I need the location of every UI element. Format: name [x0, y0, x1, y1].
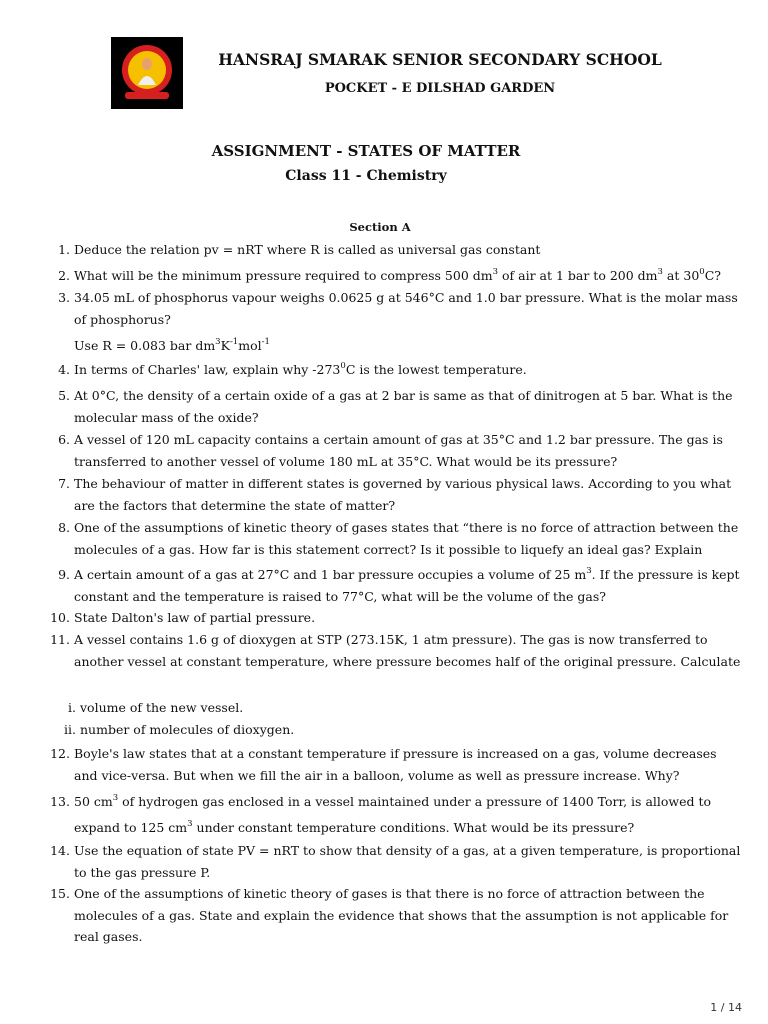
- question-text: Deduce the relation pv = nRT where R is called as universal gas constant: [74, 242, 541, 257]
- question-text: The behaviour of matter in different states is governed by various physical laws. According to you what are the factors that determine the state of matter?: [74, 476, 732, 513]
- question-9: 9. A certain amount of a gas at 27°C and 1 bar pressure occupies a volume of 25 $m^3$. If the pressure is kept constant and the temperature is raised to 77°C, what will be the volume of the gas?: [74, 564, 744, 607]
- question-number: 15.: [50, 886, 70, 901]
- question-number: 8.: [58, 520, 70, 535]
- question-text: One of the assumptions of kinetic theory of gases is that there is no force of attraction between the molecules of a gas. State and explain the evidence that shows that the assumption is not applicable for real gases.: [74, 886, 729, 944]
- question-7: [58, 473, 744, 516]
- question-number: 3.: [58, 290, 70, 305]
- question-number: 7.: [58, 476, 70, 491]
- question-text: A vessel of 120 mL capacity contains a certain amount of gas at 35°C and 1.2 bar pressure. The gas is transferred to another vessel of volume 180 mL at 35°C. What would be its pressure?: [74, 432, 723, 469]
- question-14: [50, 840, 744, 883]
- question-number: 11.: [50, 632, 70, 647]
- question-text: A vessel contains 1.6 g of dioxygen at STP (273.15K, 1 atm pressure). The gas is now transferred to another vessel at constant temperature, where pressure becomes half of the original pressure. Calculate: [74, 632, 741, 669]
- sub-item-i: i. volume of the new vessel.: [68, 700, 244, 715]
- question-number: 14.: [50, 843, 70, 858]
- question-2: 2. What will be the minimum pressure required to compress 500 $dm^3$ of air at 1 bar to 200 $dm^3$ at $30^0C$?: [74, 265, 744, 287]
- sub-item-ii: ii. number of molecules of dioxygen.: [64, 722, 295, 737]
- question-text: One of the assumptions of kinetic theory of gases states that “there is no force of attraction between the molecules of a gas. How far is this statement correct? Is it possible to liquefy an ideal gas? Explain: [74, 520, 739, 557]
- question-text: At 0°C, the density of a certain oxide of a gas at 2 bar is same as that of dinitrogen at 5 bar. What is the molecular mass of the oxide?: [74, 388, 733, 425]
- question-number: 2.: [58, 268, 70, 283]
- question-number: 4.: [58, 362, 70, 377]
- question-number: 12.: [50, 746, 70, 761]
- question-text: Use the equation of state PV = nRT to show that density of a gas, at a given temperature, is proportional to the gas pressure P.: [74, 843, 741, 880]
- question-6: [58, 429, 744, 472]
- section-heading: Section A: [349, 220, 411, 234]
- question-13: 13. 50 $cm^3$ of hydrogen gas enclosed in a vessel maintained under a pressure of 1400 Torr, is allowed to: [74, 791, 744, 813]
- question-10: [50, 607, 744, 629]
- school-address: POCKET - E DILSHAD GARDEN: [324, 81, 556, 96]
- assignment-subtitle: Class 11 - Chemistry: [285, 168, 447, 184]
- question-8: [58, 517, 744, 560]
- question-text: State Dalton's law of partial pressure.: [74, 610, 316, 625]
- question-number: 5.: [58, 388, 70, 403]
- question-text: Boyle's law states that at a constant temperature if pressure is increased on a gas, volume decreases and vice-versa. But when we fill the air in a balloon, volume as well as pressure increase. Why?: [74, 746, 717, 783]
- school-logo: [111, 37, 183, 109]
- question-number: 6.: [58, 432, 70, 447]
- question-number: 9.: [58, 567, 70, 582]
- question-11: [50, 629, 744, 672]
- question-5: [58, 385, 744, 428]
- question-3-constant: Use R = 0.083 bar $dm^3K^{-1}mol^{-1}$: [74, 337, 270, 353]
- question-4: 4. In terms of Charles' law, explain why $-273^0C$ is the lowest temperature.: [74, 359, 744, 381]
- question-13-line-2: expand to 125 $cm^3$ under constant temperature conditions. What would be its pressure?: [74, 819, 635, 835]
- page-counter: 1 / 14: [710, 1001, 742, 1014]
- question-number: 1.: [58, 242, 70, 257]
- question-number: 10.: [50, 610, 70, 625]
- question-3: [58, 287, 744, 330]
- question-15: [50, 883, 744, 948]
- question-number: 13.: [50, 794, 70, 809]
- question-12: [50, 743, 744, 786]
- question-1: [58, 239, 744, 261]
- school-name: HANSRAJ SMARAK SENIOR SECONDARY SCHOOL: [218, 50, 662, 69]
- assignment-title: ASSIGNMENT - STATES OF MATTER: [211, 142, 521, 160]
- question-text: 34.05 mL of phosphorus vapour weighs 0.0625 g at 546°C and 1.0 bar pressure. What is the molar mass of phosphorus?: [74, 290, 738, 327]
